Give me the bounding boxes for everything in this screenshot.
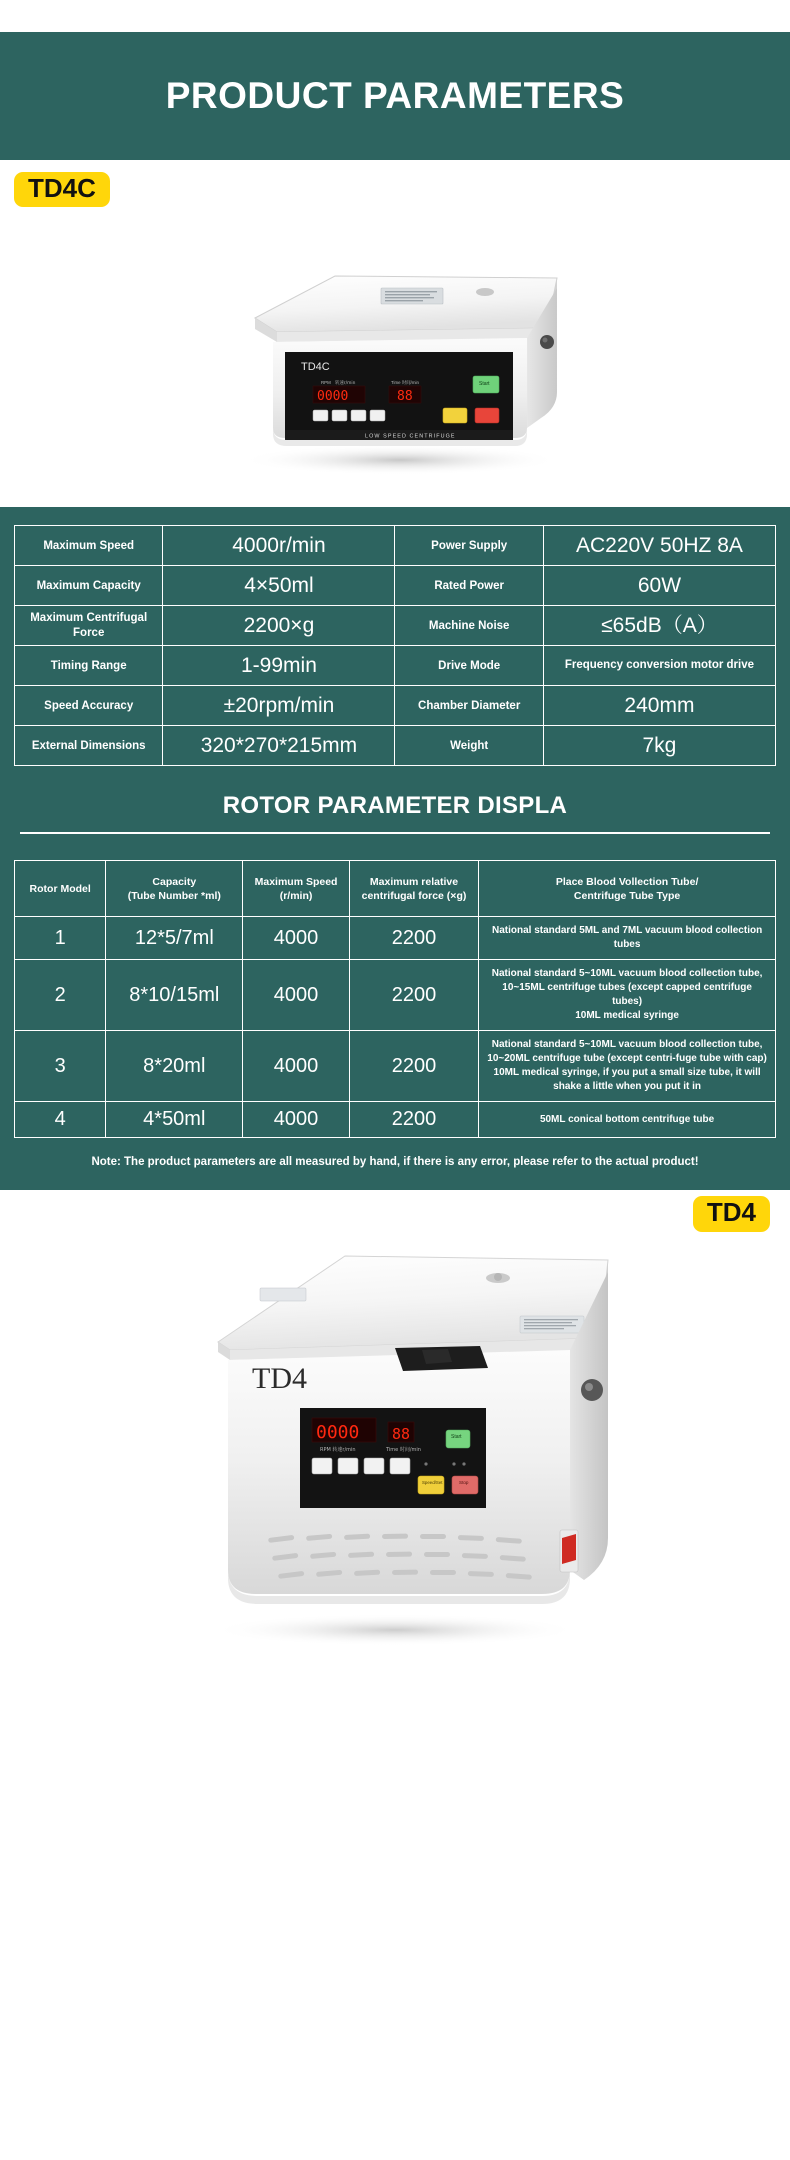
rotor-speed: 4000 xyxy=(243,917,350,960)
td4-centrifuge-illustration xyxy=(160,1238,630,1658)
td4-panel-model-text: TD4 xyxy=(252,1361,307,1395)
rotor-tube-type: 50ML conical bottom centrifuge tube xyxy=(479,1102,776,1138)
rotor-capacity: 4*50ml xyxy=(106,1102,243,1138)
spec-value: Frequency conversion motor drive xyxy=(543,646,775,686)
heading-divider xyxy=(20,832,770,834)
spec-value: ≤65dB（A） xyxy=(543,606,775,646)
spec-value: 1-99min xyxy=(163,646,395,686)
svg-text:Time 时间/min: Time 时间/min xyxy=(391,380,419,386)
column-header-capacity: Capacity (Tube Number *ml) xyxy=(106,861,243,917)
column-header-centrifugal-force: Maximum relative centrifugal force (×g) xyxy=(349,861,478,917)
spec-value: 4000r/min xyxy=(163,526,395,566)
rotor-force: 2200 xyxy=(349,960,478,1031)
table-row xyxy=(15,686,776,726)
rotor-parameter-table xyxy=(14,860,776,1138)
spec-label: Timing Range xyxy=(15,646,163,686)
td4-product-image xyxy=(0,1232,790,1662)
rotor-speed: 4000 xyxy=(243,960,350,1031)
table-row xyxy=(15,726,776,766)
rotor-model: 3 xyxy=(15,1031,106,1102)
spec-label: Maximum Speed xyxy=(15,526,163,566)
svg-text:RPM 转速r/min: RPM 转速r/min xyxy=(320,1446,356,1453)
rotor-force: 2200 xyxy=(349,1031,478,1102)
rotor-capacity: 8*10/15ml xyxy=(106,960,243,1031)
page-title: PRODUCT PARAMETERS xyxy=(165,75,625,116)
rotor-tube-type: National standard 5~10ML vacuum blood collection tube, 10~15ML centrifuge tubes (except capped centrifuge tubes) 10ML medical syringe xyxy=(479,960,776,1031)
svg-text:Stop: Stop xyxy=(459,1479,469,1485)
svg-text:Time 时间/min: Time 时间/min xyxy=(386,1446,421,1453)
specification-table-body xyxy=(15,526,776,766)
rotor-force: 2200 xyxy=(349,1102,478,1138)
td4c-badge-row xyxy=(0,160,790,207)
svg-text:Start: Start xyxy=(451,1433,462,1440)
svg-text:88: 88 xyxy=(397,389,413,405)
spec-value: 4×50ml xyxy=(163,566,395,606)
svg-text:RPM: RPM xyxy=(321,380,331,386)
svg-text:转速r/min: 转速r/min xyxy=(335,381,356,387)
rotor-capacity: 8*20ml xyxy=(106,1031,243,1102)
spec-label: Power Supply xyxy=(395,526,543,566)
table-row xyxy=(15,1031,776,1102)
spec-value: 7kg xyxy=(543,726,775,766)
table-row xyxy=(15,566,776,606)
rotor-model: 4 xyxy=(15,1102,106,1138)
spec-label: Maximum Capacity xyxy=(15,566,163,606)
rotor-speed: 4000 xyxy=(243,1031,350,1102)
table-row xyxy=(15,960,776,1031)
spec-value: 240mm xyxy=(543,686,775,726)
spec-label: External Dimensions xyxy=(15,726,163,766)
spec-value: 2200×g xyxy=(163,606,395,646)
spec-label: Speed Accuracy xyxy=(15,686,163,726)
rotor-model: 2 xyxy=(15,960,106,1031)
spec-label: Drive Mode xyxy=(395,646,543,686)
parameters-panel xyxy=(0,507,790,1190)
rotor-table-head xyxy=(15,861,776,917)
rotor-force: 2200 xyxy=(349,917,478,960)
model-badge-td4c: TD4C xyxy=(14,172,110,207)
td4c-panel-model-text: TD4C xyxy=(301,361,330,374)
spec-value: ±20rpm/min xyxy=(163,686,395,726)
rotor-tube-type: National standard 5~10ML vacuum blood collection tube, 10~20ML centrifuge tube (except centri-fuge tube with cap) 10ML medical syringe, if you put a small size tube, it will shake a little when you put it in xyxy=(479,1031,776,1102)
column-header-tube-type: Place Blood Vollection Tube/ Centrifuge Tube Type xyxy=(479,861,776,917)
spec-label: Chamber Diameter xyxy=(395,686,543,726)
spec-label: Weight xyxy=(395,726,543,766)
spec-label: Maximum Centrifugal Force xyxy=(15,606,163,646)
table-row xyxy=(15,1102,776,1138)
column-header-maximum-speed: Maximum Speed (r/min) xyxy=(243,861,350,917)
spec-label: Rated Power xyxy=(395,566,543,606)
svg-text:LOW SPEED CENTRIFUGE: LOW SPEED CENTRIFUGE xyxy=(365,433,456,440)
table-header-row xyxy=(15,861,776,917)
svg-text:0000: 0000 xyxy=(317,389,349,405)
rotor-capacity: 12*5/7ml xyxy=(106,917,243,960)
td4c-centrifuge-illustration xyxy=(185,232,605,482)
column-header-rotor-model: Rotor Model xyxy=(15,861,106,917)
spec-label: Machine Noise xyxy=(395,606,543,646)
model-badge-td4: TD4 xyxy=(693,1196,770,1231)
rotor-model: 1 xyxy=(15,917,106,960)
svg-text:Start: Start xyxy=(479,381,490,388)
td4-badge-row xyxy=(0,1190,790,1231)
rotor-tube-type: National standard 5ML and 7ML vacuum blood collection tubes xyxy=(479,917,776,960)
spec-value: 60W xyxy=(543,566,775,606)
rotor-section-heading: ROTOR PARAMETER DISPLA xyxy=(222,792,568,820)
svg-text:88: 88 xyxy=(392,1424,411,1443)
td4c-product-image xyxy=(0,207,790,507)
specification-table xyxy=(14,525,776,766)
table-row xyxy=(15,606,776,646)
page-title-band xyxy=(0,32,790,160)
spec-value: AC220V 50HZ 8A xyxy=(543,526,775,566)
rotor-speed: 4000 xyxy=(243,1102,350,1138)
table-row xyxy=(15,646,776,686)
table-row xyxy=(15,917,776,960)
table-row xyxy=(15,526,776,566)
parameters-note: Note: The product parameters are all measured by hand, if there is any error, please refer to the actual product! xyxy=(91,1156,699,1169)
rotor-table-body xyxy=(15,917,776,1138)
spec-value: 320*270*215mm xyxy=(163,726,395,766)
svg-text:0000: 0000 xyxy=(316,1421,360,1443)
svg-text:Speed/Set: Speed/Set xyxy=(422,1479,443,1485)
